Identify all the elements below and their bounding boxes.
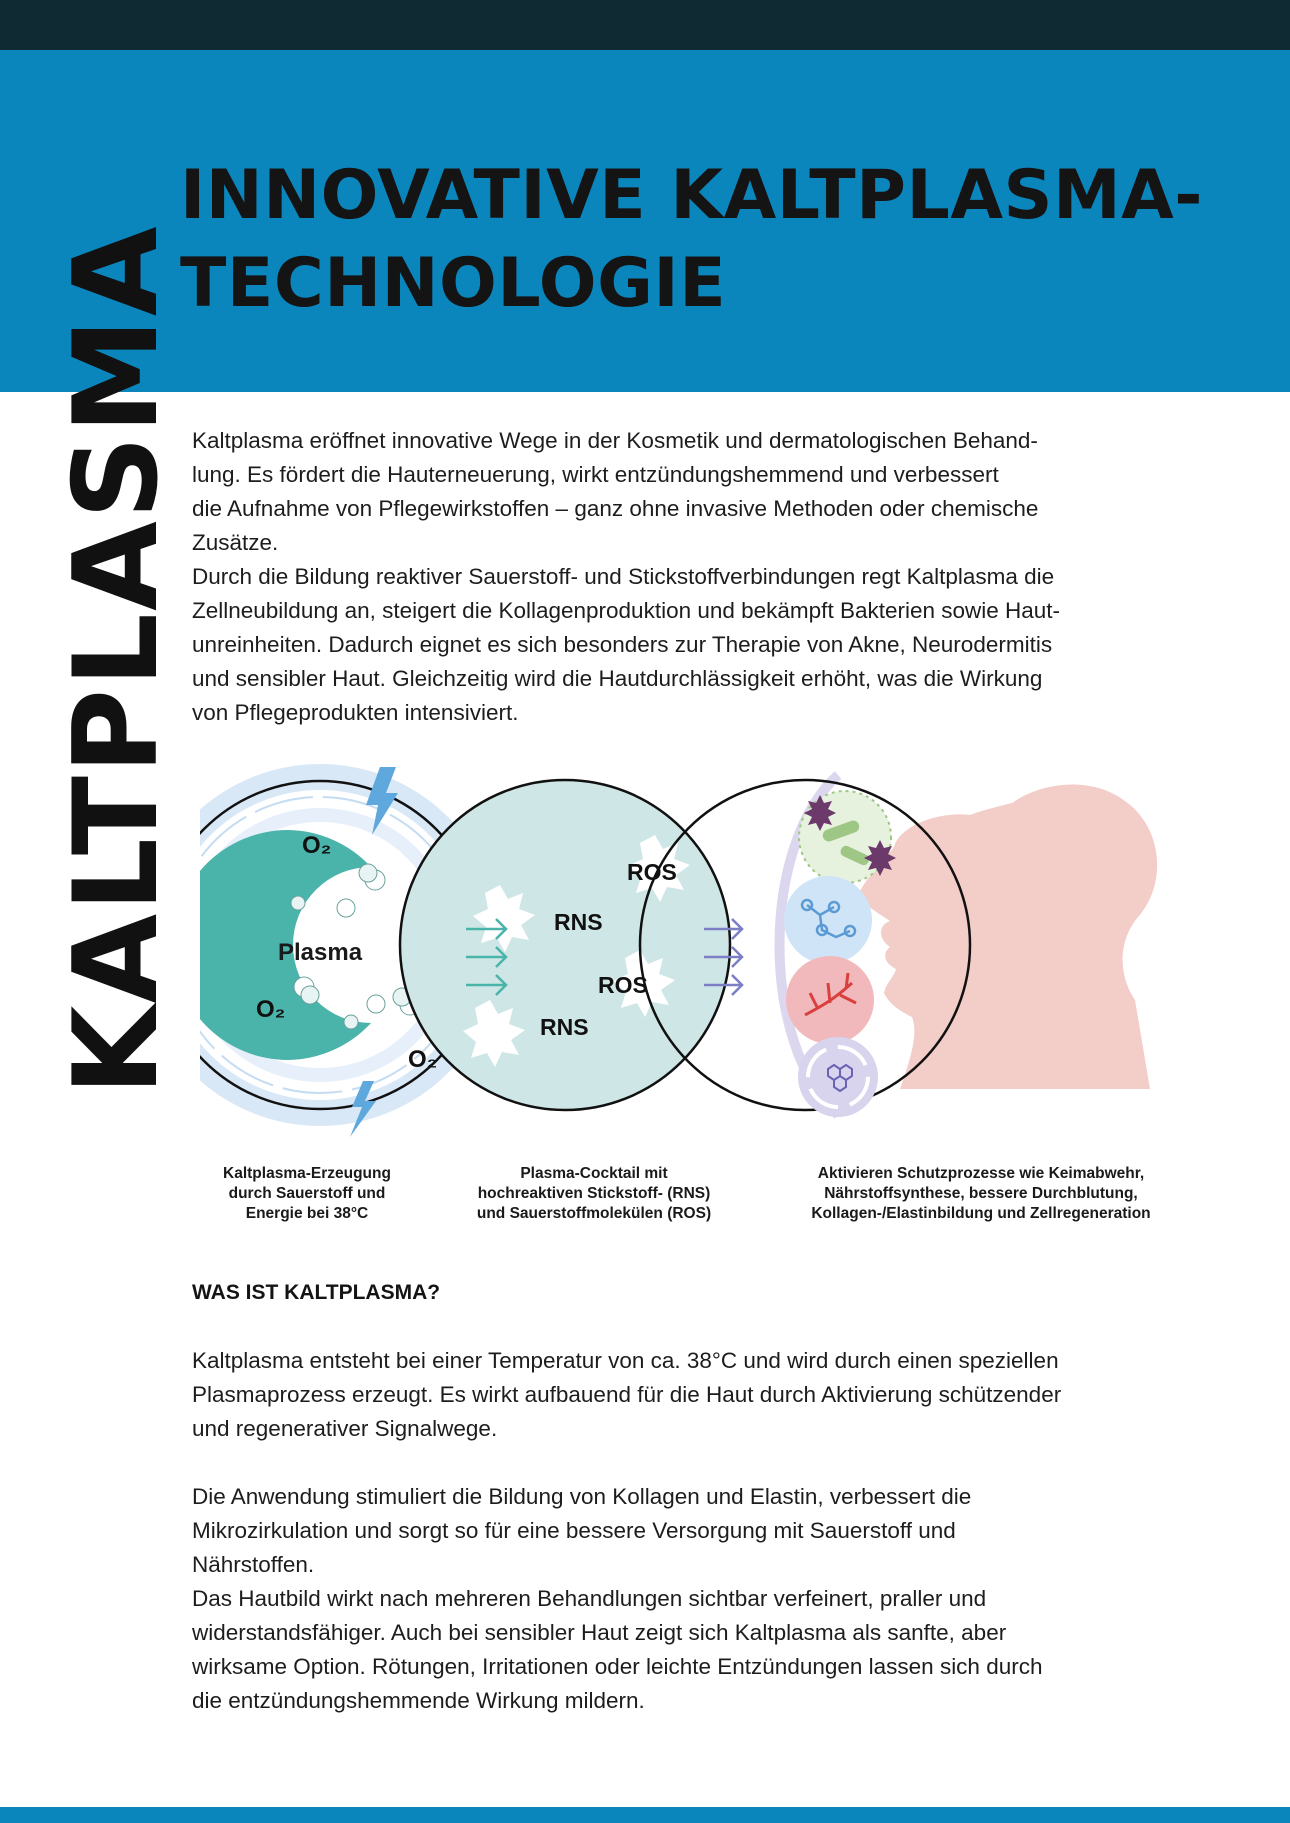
caption-line: Kollagen-/Elastinbildung und Zellregeneration [811, 1205, 1151, 1222]
intro-line: Durch die Bildung reaktiver Sauerstoff- und Stickstoffverbindungen regt Kaltplasma die [192, 564, 1055, 589]
caption-line: Plasma-Cocktail mit [520, 1165, 668, 1182]
intro-line: und sensibler Haut. Gleichzeitig wird die Hautdurchlässigkeit erhöht, was die Wirkung [192, 666, 1043, 691]
intro-line: unreinheiten. Dadurch eignet es sich besonders zur Therapie von Akne, Neurodermitis [192, 632, 1053, 657]
plasma-label: Plasma [278, 939, 363, 966]
caption-line: hochreaktiven Stickstoff- (RNS) [477, 1185, 711, 1202]
body-line: Kaltplasma entsteht bei einer Temperatur von ca. 38°C und wird durch einen speziellen [192, 1348, 1059, 1373]
intro-line: Kaltplasma eröffnet innovative Wege in der Kosmetik und dermatologischen Behand- [192, 428, 1038, 453]
ion-particle [337, 899, 355, 917]
page-title-line-1: INNOVATIVE KALTPLASMA- [180, 156, 1203, 235]
caption-generation [192, 1164, 422, 1224]
page-title [180, 152, 1203, 329]
caption-effects [774, 1164, 1188, 1224]
molecule-synthesis-icon [784, 876, 872, 964]
intro-line: Zusätze. [192, 530, 279, 555]
caption-line: Kaltplasma-Erzeugung [223, 1165, 391, 1182]
paragraph-gap [192, 1446, 1202, 1480]
cocktail-fill [400, 780, 730, 1110]
body-line: die entzündungshemmende Wirkung mildern. [192, 1688, 645, 1713]
rns-label: RNS [540, 1014, 589, 1040]
ion-particle [344, 1015, 358, 1029]
body-line: widerstandsfähiger. Auch bei sensibler Haut zeigt sich Kaltplasma als sanfte, aber [192, 1620, 1007, 1645]
body-line: Das Hautbild wirkt nach mehreren Behandlungen sichtbar verfeinert, praller und [192, 1586, 987, 1611]
intro-text [192, 424, 1192, 730]
o2-label: O₂ [256, 996, 286, 1023]
caption-line: Aktivieren Schutzprozesse wie Keimabwehr, [817, 1165, 1145, 1182]
vertical-title: KALTPLASMA [49, 224, 184, 1096]
ros-label: ROS [627, 859, 677, 885]
ion-particle [367, 995, 385, 1013]
caption-line: Nährstoffsynthese, bessere Durchblutung, [824, 1185, 1138, 1202]
top-strip [0, 0, 1290, 50]
body-line: Plasmaprozess erzeugt. Es wirkt aufbauend für die Haut durch Aktivierung schützender [192, 1382, 1062, 1407]
intro-line: lung. Es fördert die Hauterneuerung, wirkt entzündungshemmend und verbessert [192, 462, 999, 487]
o2-label: O₂ [408, 1046, 438, 1073]
rns-label: RNS [554, 909, 603, 935]
bottom-strip [0, 1807, 1290, 1823]
ion-particle [301, 986, 319, 1004]
diagram-captions [192, 1164, 1192, 1244]
body-line: Nährstoffen. [192, 1552, 315, 1577]
ion-particle [359, 864, 377, 882]
body-line: Mikrozirkulation und sorgt so für eine bessere Versorgung mit Sauerstoff und [192, 1518, 956, 1543]
process-diagram [200, 755, 1220, 1145]
plasma-cocktail-group [400, 780, 730, 1110]
page-title-line-2: TECHNOLOGIE [180, 244, 727, 324]
caption-line: durch Sauerstoff und [228, 1185, 386, 1202]
ros-label: ROS [598, 972, 648, 998]
body-line: Die Anwendung stimuliert die Bildung von Kollagen und Elastin, verbessert die [192, 1484, 972, 1509]
intro-line: von Pflegeprodukten intensiviert. [192, 700, 519, 725]
o2-label: O₂ [302, 832, 332, 859]
face-silhouette [858, 785, 1157, 1089]
section-heading: WAS IST KALTPLASMA? [192, 1281, 441, 1304]
caption-line: Energie bei 38°C [245, 1205, 369, 1222]
body-line: wirksame Option. Rötungen, Irritationen oder leichte Entzündungen lassen sich durch [192, 1654, 1043, 1679]
section-body [192, 1344, 1202, 1718]
intro-line: Zellneubildung an, steigert die Kollagenproduktion und bekämpft Bakterien sowie Haut- [192, 598, 1061, 623]
caption-cocktail [444, 1164, 744, 1224]
caption-line: und Sauerstoffmolekülen (ROS) [476, 1205, 712, 1222]
ion-particle [291, 896, 305, 910]
body-line: und regenerativer Signalwege. [192, 1416, 498, 1441]
intro-line: die Aufnahme von Pflegewirkstoffen – ganz ohne invasive Methoden oder chemische [192, 496, 1039, 521]
